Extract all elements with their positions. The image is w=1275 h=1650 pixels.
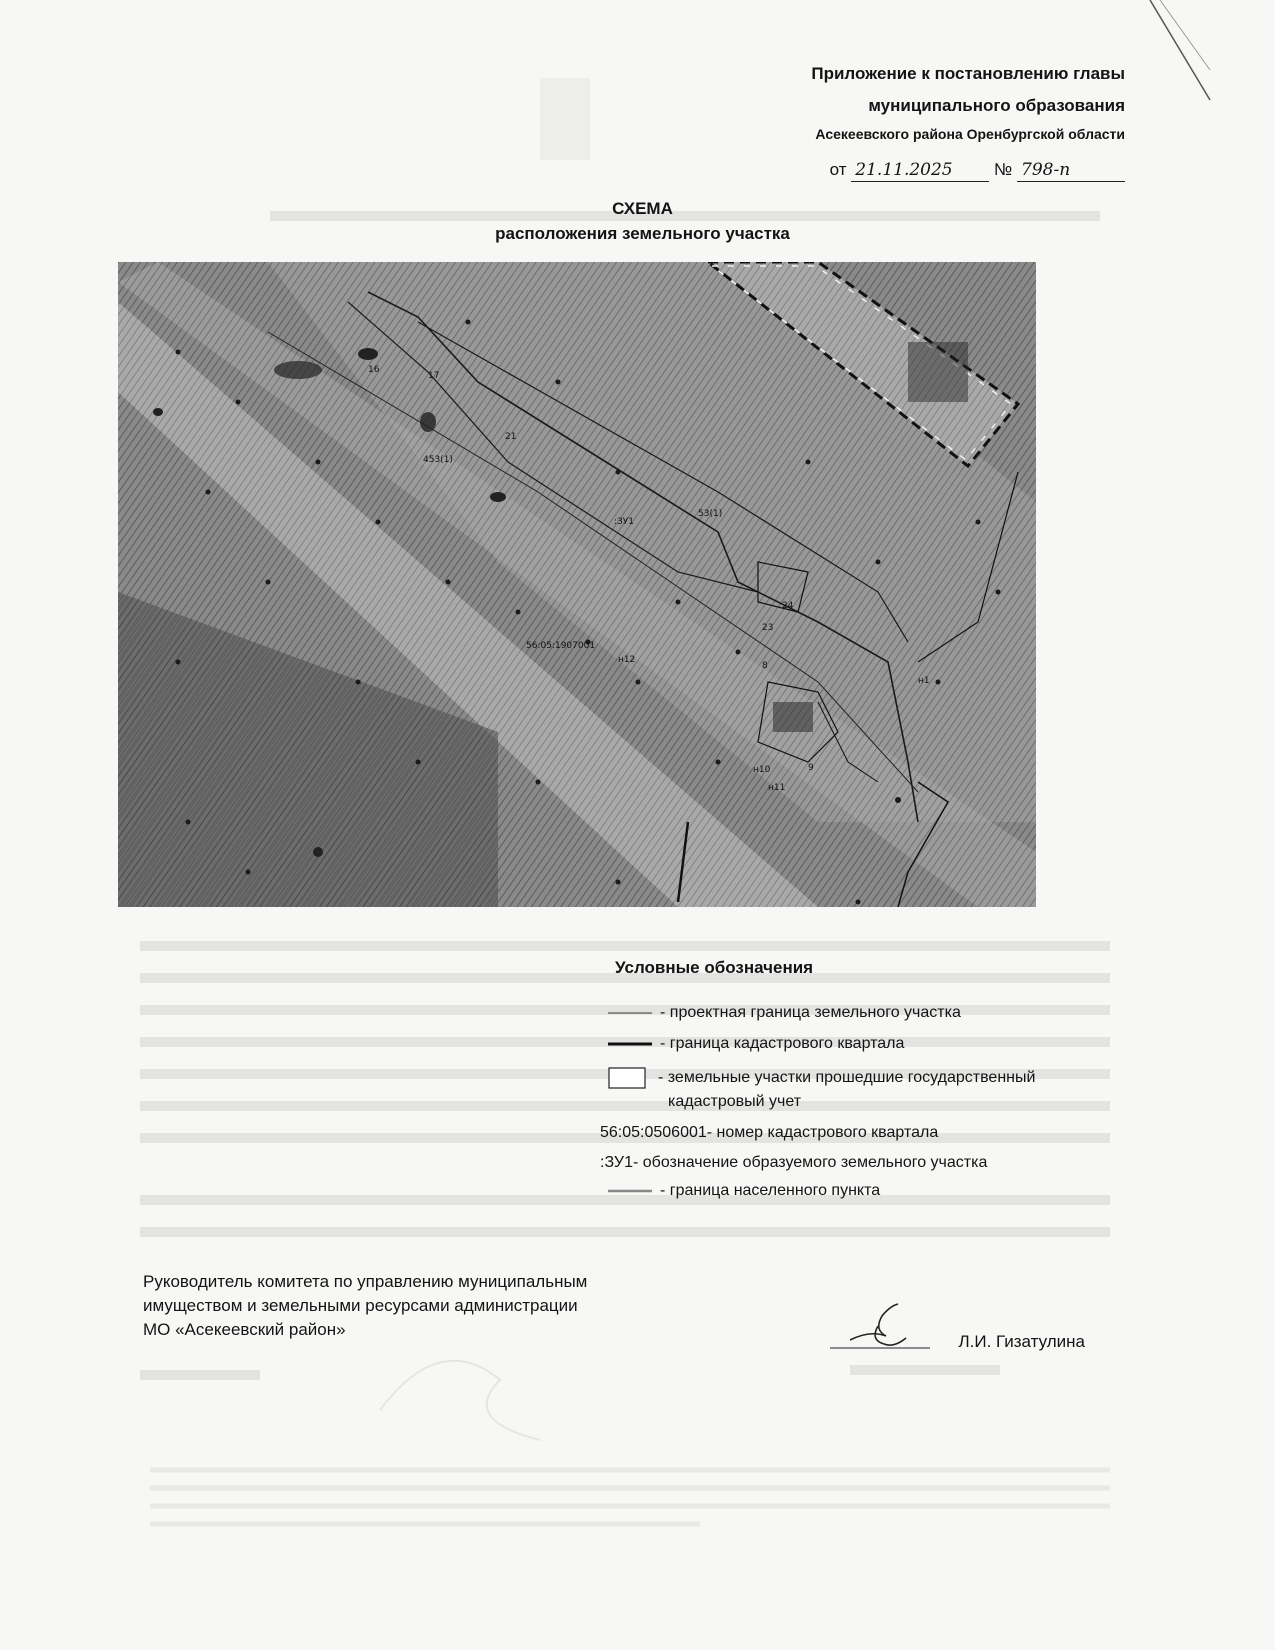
legend-item-parcel-designation: :ЗУ1- обозначение образуемого земельного участка	[600, 1154, 988, 1171]
legend-item-quarter-boundary: - граница кадастрового квартала	[608, 1035, 904, 1053]
map-label-zu-b: 453(1)	[423, 455, 453, 465]
number-prefix: №	[994, 160, 1013, 179]
title-line-1: СХЕМА	[612, 199, 673, 218]
handwritten-date: 21.11.2025	[851, 160, 989, 182]
legend-box-symbol	[608, 1066, 648, 1090]
legend-item-project-boundary: - проектная граница земельного участка	[608, 1004, 961, 1022]
signatory-line-3: МО «Асекеевский район»	[143, 1320, 346, 1339]
legend-item-quarter-number: 56:05:0506001- номер кадастрового квартала	[600, 1124, 939, 1141]
map-label-p21: 21	[505, 432, 517, 442]
signatory-line-1: Руководитель комитета по управлению муниципальным	[143, 1272, 588, 1291]
header-line-3: Асекеевского района Оренбургской области	[815, 126, 1125, 142]
scheme-title	[0, 196, 1275, 246]
legend-item-settlement-boundary: - граница населенного пункта	[608, 1182, 880, 1200]
legend-item-registered-parcels: - земельные участки прошедшие государственный кадастровый учет	[608, 1066, 1035, 1114]
map-label-quarter: 56:05:1907001	[526, 641, 596, 651]
legend-thin-line-symbol	[608, 1008, 652, 1018]
header-line-1: Приложение к постановлению главы	[811, 64, 1125, 83]
ghost-signature	[380, 1361, 540, 1440]
map-label-n11: н11	[768, 783, 786, 793]
map-label-n12: н12	[618, 655, 636, 665]
date-prefix: от	[829, 160, 847, 179]
handwritten-number: 798-п	[1017, 160, 1125, 182]
map-label-p8: 8	[762, 661, 768, 671]
legend-thick-line-symbol	[608, 1039, 652, 1049]
date-number-line	[830, 160, 1125, 182]
map-label-p24: 24	[782, 601, 794, 611]
map-label-n1: н1	[918, 676, 930, 686]
handwritten-signature	[820, 1300, 940, 1360]
ghost-stamp	[540, 78, 590, 160]
map-label-p17: 17	[428, 371, 440, 381]
cadastral-map	[118, 262, 1036, 907]
legend-title: Условные обозначения	[615, 958, 814, 977]
map-label-p9: 9	[808, 763, 814, 773]
signatory-line-2: имуществом и земельными ресурсами администрации	[143, 1296, 578, 1315]
map-label-n10: н10	[753, 765, 771, 775]
header-line-2: муниципального образования	[868, 96, 1125, 115]
map-label-zu-a: 53(1)	[698, 509, 723, 519]
map-label-p23: 23	[762, 623, 774, 633]
signatory-name: Л.И. Гизатулина	[958, 1332, 1085, 1351]
corner-fold-line	[1150, 0, 1210, 100]
signatory-block	[143, 1270, 587, 1342]
map-label-zu1: :ЗУ1	[614, 517, 635, 527]
legend-grey-line-symbol	[608, 1186, 652, 1196]
map-label-p16: 16	[368, 365, 380, 375]
title-line-2: расположения земельного участка	[495, 224, 790, 243]
